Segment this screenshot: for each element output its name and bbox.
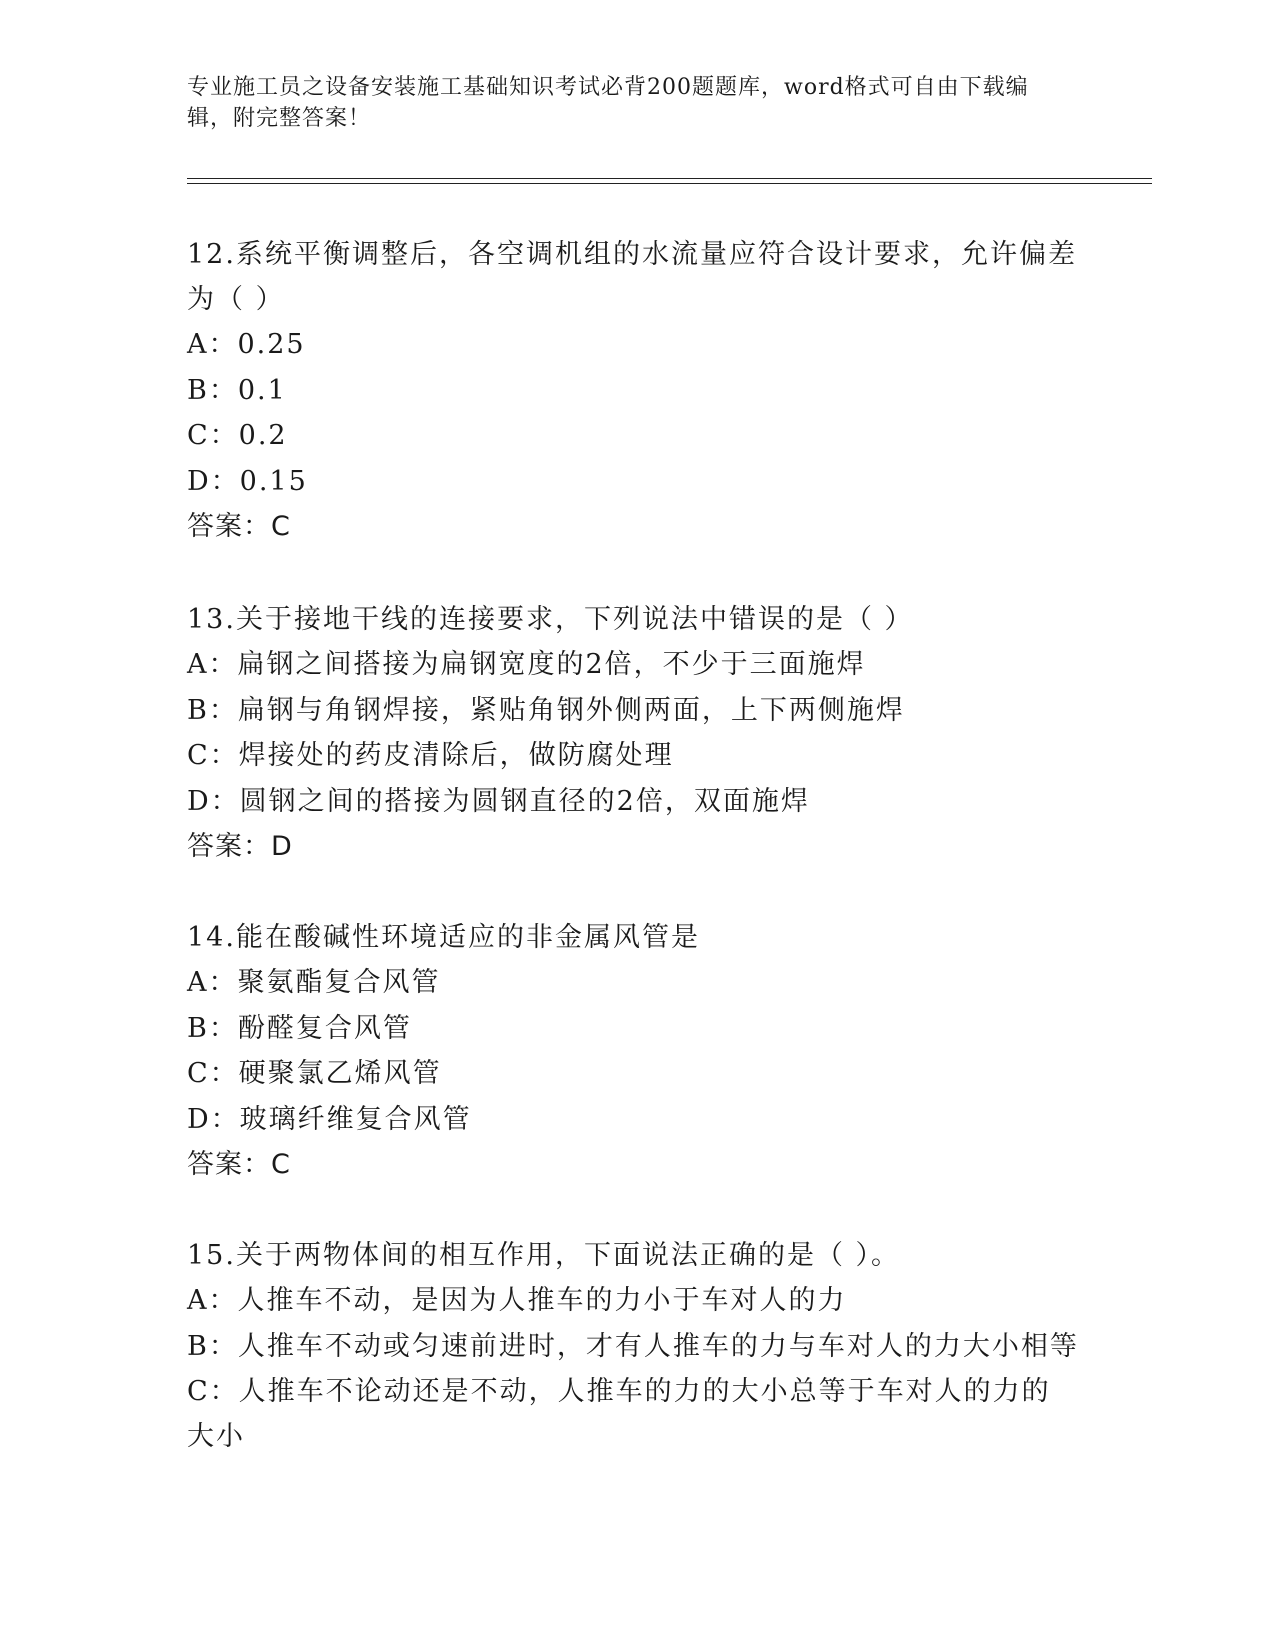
header-title: 专业施工员之设备安装施工基础知识考试必背200题题库，word格式可自由下载编辑，附完整答案！ bbox=[187, 75, 1029, 131]
option-c: C：0.2 bbox=[187, 420, 288, 451]
option-a: A：人推车不动，是因为人推车的力小于车对人的力 bbox=[187, 1285, 847, 1316]
question-stem: 12.系统平衡调整后，各空调机组的水流量应符合设计要求，允许偏差为（ ） bbox=[187, 239, 1077, 315]
option-c: C：硬聚氯乙烯风管 bbox=[187, 1058, 442, 1089]
question-13 bbox=[187, 597, 1077, 869]
question-14 bbox=[187, 915, 1077, 1187]
question-stem: 13.关于接地干线的连接要求，下列说法中错误的是（ ） bbox=[187, 604, 914, 635]
option-c: C：焊接处的药皮清除后，做防腐处理 bbox=[187, 740, 674, 771]
answer-label: 答案：C bbox=[187, 1149, 291, 1180]
question-15 bbox=[187, 1233, 1077, 1459]
document-header bbox=[187, 72, 1067, 134]
question-stem: 14.能在酸碱性环境适应的非金属风管是 bbox=[187, 922, 700, 953]
option-b: B：酚醛复合风管 bbox=[187, 1012, 412, 1044]
answer-label: 答案：D bbox=[187, 831, 293, 862]
option-c: C：人推车不论动还是不动，人推车的力的大小总等于车对人的力的大小 bbox=[187, 1376, 1051, 1452]
header-divider-top bbox=[187, 178, 1152, 179]
answer-label: 答案：C bbox=[187, 511, 291, 542]
option-d: D：0.15 bbox=[187, 465, 308, 497]
option-d: D：玻璃纤维复合风管 bbox=[187, 1103, 472, 1135]
option-b: B：人推车不动或匀速前进时，才有人推车的力与车对人的力大小相等 bbox=[187, 1330, 1079, 1362]
option-a: A：聚氨酯复合风管 bbox=[187, 967, 441, 998]
option-b: B：0.1 bbox=[187, 374, 287, 406]
header-divider-bottom bbox=[187, 183, 1152, 184]
question-stem: 15.关于两物体间的相互作用，下面说法正确的是（ ）。 bbox=[187, 1240, 901, 1271]
question-12 bbox=[187, 232, 1077, 549]
option-a: A：0.25 bbox=[187, 329, 306, 360]
option-d: D：圆钢之间的搭接为圆钢直径的2倍，双面施焊 bbox=[187, 785, 810, 817]
option-a: A：扁钢之间搭接为扁钢宽度的2倍，不少于三面施焊 bbox=[187, 649, 866, 680]
option-b: B：扁钢与角钢焊接，紧贴角钢外侧两面，上下两侧施焊 bbox=[187, 694, 905, 726]
